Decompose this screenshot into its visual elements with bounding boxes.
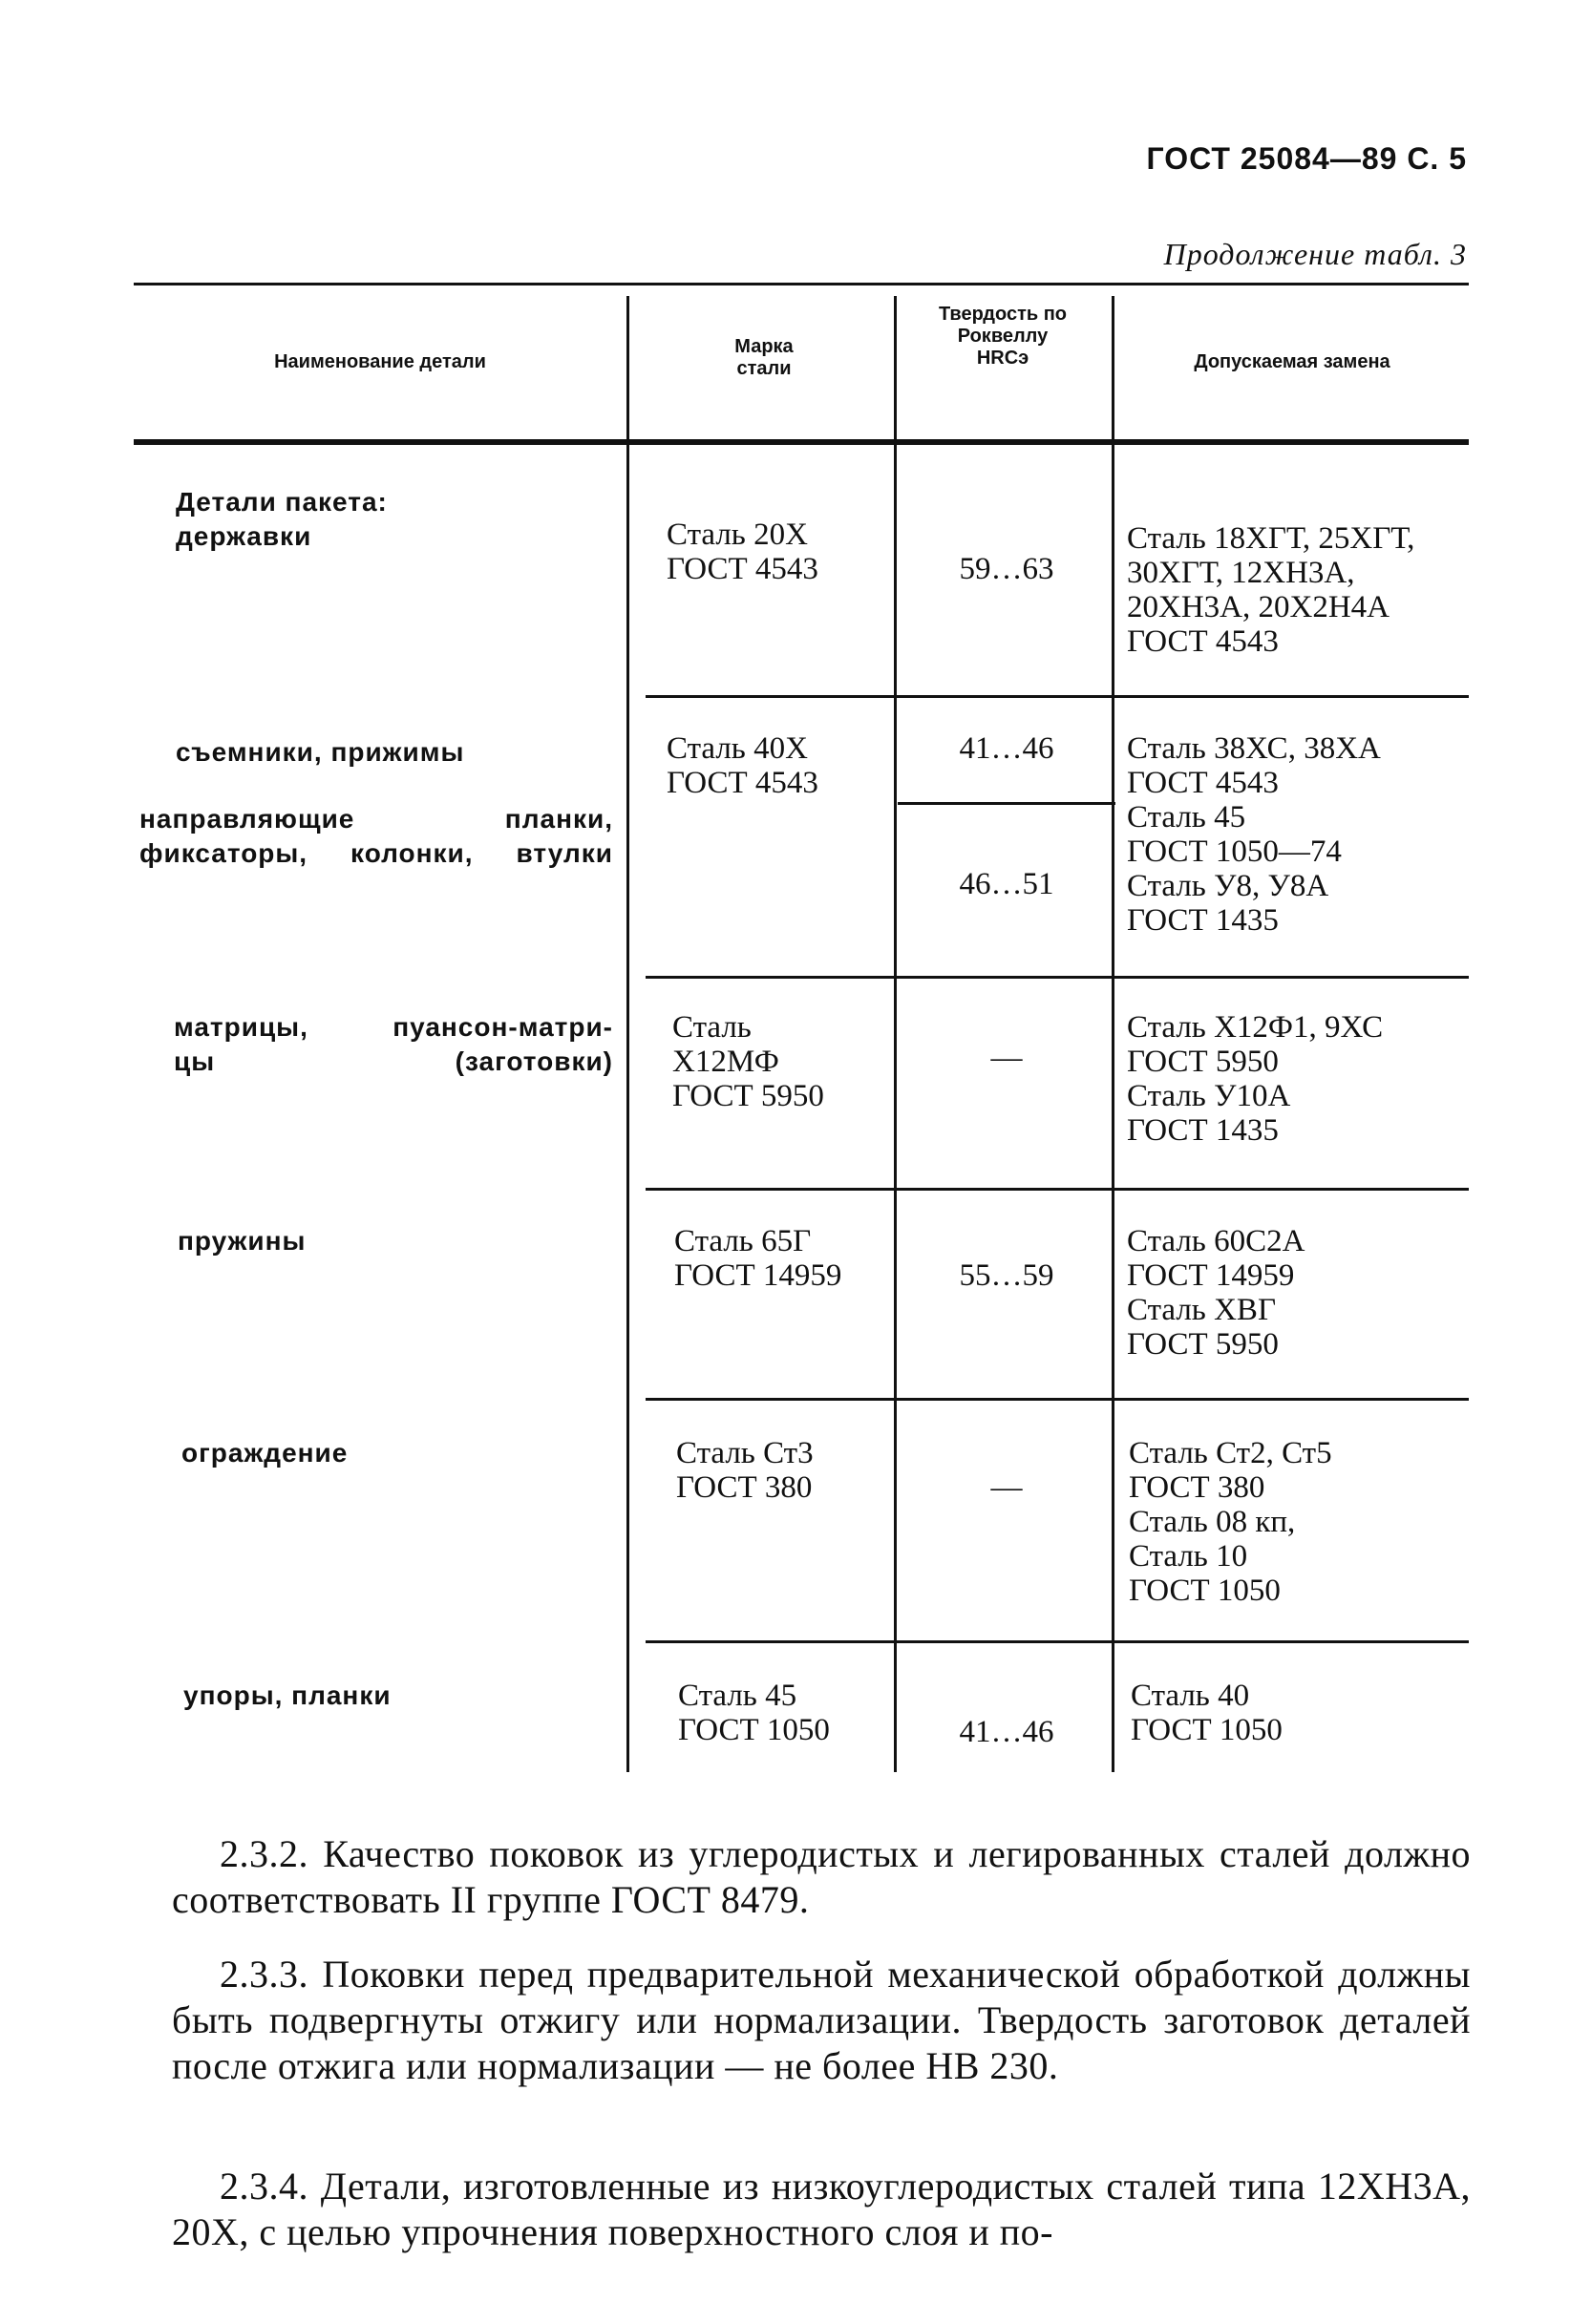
part-name-cell: пружины <box>178 1226 307 1256</box>
steel-grade-cell: Сталь Х12МФ ГОСТ 5950 <box>672 1010 824 1113</box>
substitute-cell: Сталь 45 ГОСТ 1050—74 Сталь У8, У8А ГОСТ 1435 <box>1127 800 1342 938</box>
table-top-rule <box>134 283 1469 285</box>
steel-grade-cell: Сталь Ст3 ГОСТ 380 <box>676 1436 814 1505</box>
part-name-cell: матрицы, пуансон-матри- цы (заготовки) <box>174 1012 613 1076</box>
hardness-cell: 41…46 <box>959 731 1054 766</box>
hardness-cell: — <box>990 1041 1023 1075</box>
row-divider <box>646 1640 1469 1643</box>
part-name-cell: упоры, планки <box>183 1680 392 1710</box>
hardness-cell: 59…63 <box>959 552 1054 586</box>
row-divider <box>646 1398 1469 1401</box>
substitute-cell: Сталь Ст2, Ст5 ГОСТ 380 Сталь 08 кп, Сталь 10 ГОСТ 1050 <box>1129 1436 1332 1608</box>
substitute-cell: Сталь 38ХС, 38ХА ГОСТ 4543 <box>1127 731 1381 800</box>
column-divider <box>1112 296 1114 1772</box>
hardness-cell: 46…51 <box>959 867 1054 901</box>
steel-grade-cell: Сталь 45 ГОСТ 1050 <box>678 1679 830 1747</box>
hardness-subdivider <box>898 802 1115 805</box>
hardness-cell: 41…46 <box>959 1715 1054 1749</box>
hardness-cell: 55…59 <box>959 1258 1054 1293</box>
part-name-cell: ограждение <box>181 1438 349 1468</box>
paragraph-2-3-2: 2.3.2. Качество поковок из углеродистых и легированных сталей должно соответствовать II группе ГОСТ 8479. <box>172 1832 1471 1921</box>
hardness-cell: — <box>990 1470 1023 1505</box>
row-divider <box>646 695 1469 698</box>
substitute-cell: Сталь Х12Ф1, 9ХС ГОСТ 5950 Сталь У10А ГОСТ 1435 <box>1127 1010 1384 1148</box>
column-header-hardness: Твердость по Роквеллу HRCэ <box>938 304 1068 369</box>
row-divider <box>646 1188 1469 1191</box>
substitute-cell: Сталь 40 ГОСТ 1050 <box>1131 1679 1283 1747</box>
column-divider <box>626 296 629 1772</box>
table-header-rule <box>134 439 1469 445</box>
part-name-cell: съемники, прижимы <box>176 737 465 767</box>
steel-grades-table <box>134 283 1469 1772</box>
column-header-substitute: Допускаемая замена <box>1194 351 1390 372</box>
paragraph-2-3-4: 2.3.4. Детали, изготовленные из низкоуглеродистых сталей типа 12ХН3А, 20Х, с целью упрочнения поверхностного слоя и по- <box>172 2165 1471 2253</box>
substitute-cell: Сталь 18ХГТ, 25ХГТ, 30ХГТ, 12ХН3А, 20ХН3А, 20Х2Н4А ГОСТ 4543 <box>1127 521 1415 659</box>
steel-grade-cell: Сталь 20Х ГОСТ 4543 <box>667 518 818 586</box>
steel-grade-cell: Сталь 40Х ГОСТ 4543 <box>667 731 818 800</box>
substitute-cell: Сталь 60С2А ГОСТ 14959 Сталь ХВГ ГОСТ 5950 <box>1127 1224 1305 1362</box>
table-continuation-label: Продолжение табл. 3 <box>1163 237 1467 271</box>
column-header-part: Наименование детали <box>274 351 486 372</box>
document-reference: ГОСТ 25084—89 С. 5 <box>1146 141 1467 176</box>
row-divider <box>646 976 1469 979</box>
column-divider <box>894 296 897 1772</box>
steel-grade-cell: Сталь 65Г ГОСТ 14959 <box>674 1224 842 1293</box>
column-header-steel: Марка стали <box>734 336 794 379</box>
paragraph-2-3-3: 2.3.3. Поковки перед предварительной механической обработкой должны быть подвергнуты отжигу или нормализации. Твердость заготовок деталей после отжига или нормализации — не более НВ 230. <box>172 1953 1471 2087</box>
part-name-cell: Детали пакета: державки <box>176 487 388 551</box>
part-name-cell: направляющие планки, фиксаторы, колонки, втулки <box>139 804 613 868</box>
